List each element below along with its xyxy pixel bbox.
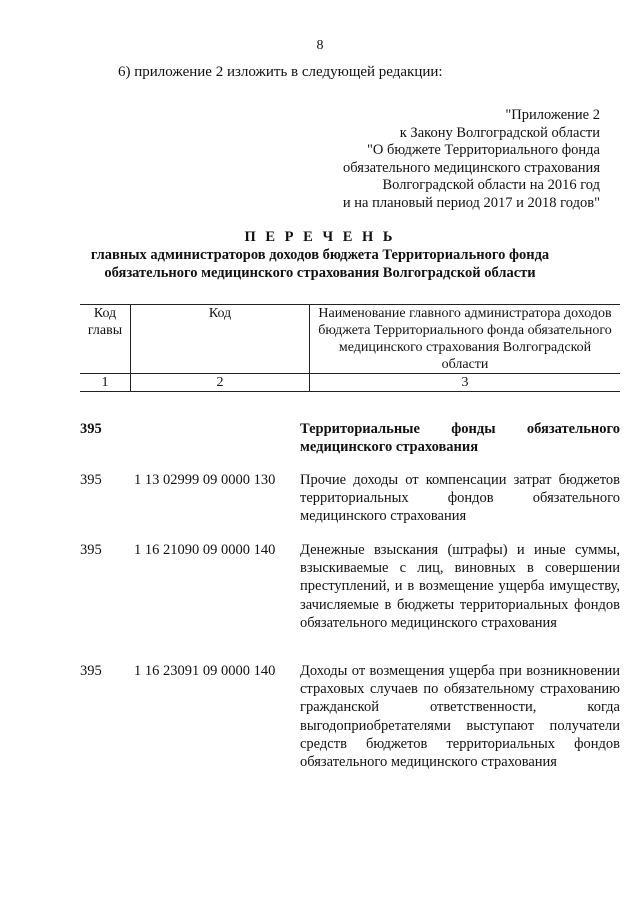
column-number-row — [80, 374, 620, 392]
document-title — [0, 228, 640, 282]
administrator-name: Денежные взыскания (штрафы) и иные суммы, взыскиваемые с лиц, виновных в совершении преступлений, и в возмещение ущерба имуществу, зачисляемые в бюджеты территориальных фондов обязательного медицинского страхования — [300, 542, 620, 631]
revenue-code: 1 16 21090 09 0000 140 — [134, 542, 276, 558]
appendix-line: "Приложение 2 — [505, 107, 600, 123]
header-row — [80, 305, 620, 374]
chapter-code: 395 — [80, 472, 102, 488]
administrator-name: Территориальные фонды обязательного медицинского страхования — [300, 421, 620, 456]
column-number: 1 — [80, 374, 131, 392]
chapter-code: 395 — [80, 663, 102, 679]
administrator-name: Доходы от возмещения ущерба при возникновении страховых случаев по обязательному страхованию гражданской ответственности, когда выгодоприобретателями выступают получатели средств бюджетов территориальных фондов обязательного медицинского страхования — [300, 663, 620, 771]
column-number: 3 — [310, 374, 621, 392]
chapter-code: 395 — [80, 421, 102, 437]
page-number: 8 — [316, 38, 324, 53]
title-word: П Е Р Е Ч Е Н Ь — [244, 229, 396, 245]
administrator-name: Прочие доходы от компенсации затрат бюджетов территориальных фондов обязательного медицинского страхования — [300, 472, 620, 525]
title-line-1: главных администраторов доходов бюджета Территориального фонда — [90, 247, 550, 263]
appendix-line: и на плановый период 2017 и 2018 годов" — [342, 194, 600, 211]
appendix-header — [343, 107, 600, 213]
revenue-code: 1 16 23091 09 0000 140 — [134, 663, 276, 679]
intro-text: 6) приложение 2 изложить в следующей редакции: — [118, 64, 443, 80]
title-line-2: обязательного медицинского страхования Волгоградской области — [104, 265, 536, 281]
revenue-code: 1 13 02999 09 0000 130 — [134, 472, 276, 488]
appendix-line: Волгоградской области на 2016 год — [382, 177, 600, 194]
appendix-line: "О бюджете Территориального фонда — [366, 142, 600, 159]
header-code: Код — [131, 305, 310, 374]
appendix-line: обязательного медицинского страхования — [343, 159, 600, 176]
column-number: 2 — [131, 374, 310, 392]
table-header — [80, 304, 620, 392]
header-name: Наименование главного администратора доходов бюджета Территориального фонда обязательного медицинского страхования Волгоградской области — [310, 305, 621, 374]
chapter-code: 395 — [80, 542, 102, 558]
appendix-line: к Закону Волгоградской области — [399, 124, 600, 141]
header-chapter-code: Код главы — [80, 305, 131, 374]
